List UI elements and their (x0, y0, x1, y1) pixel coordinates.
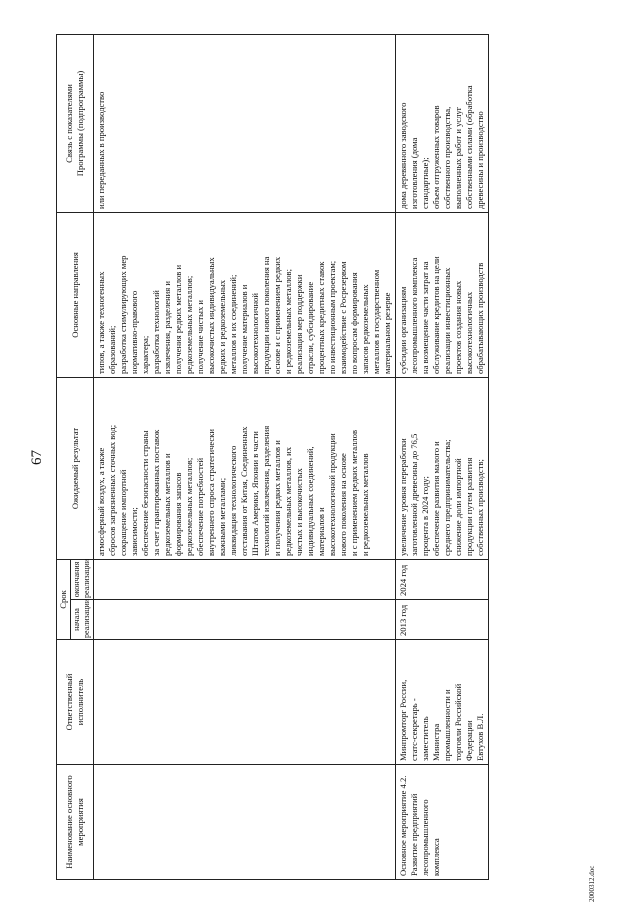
cell-executor (94, 640, 396, 765)
cell-start: 2013 год (396, 600, 489, 640)
cell-result: увеличение уровня переработки заготовленной древесины до 76,5 процента в 2024 году; обеспечение развития малого и среднего предпринимательства; снижение доли импортной продукции путем развития собственных производств; (396, 377, 489, 559)
cell-name: Основное мероприятие 4.2. Развитие предприятий лесопромышленного комплекса (396, 765, 489, 880)
program-table (56, 34, 489, 880)
cell-start (94, 600, 396, 640)
header-executor: Ответственный исполнитель (57, 640, 94, 765)
cell-name (94, 765, 396, 880)
header-result: Ожидаемый результат (57, 377, 94, 559)
header-link: Связь с показателями Программы (подпрограммы) (57, 34, 94, 212)
table-row (396, 34, 489, 879)
cell-link: или переданных в производство (94, 34, 396, 212)
header-term: Срок (57, 559, 71, 639)
header-term-end: окончания реализации (71, 559, 94, 599)
cell-executor: Минпромторг России, статс-секретарь - заместитель Министра промышленности и торговли Российской Федерации Евтухов В.Л. (396, 640, 489, 765)
document-code: 2000312.doc (588, 865, 596, 902)
cell-end: 2024 год (396, 559, 489, 599)
page-number: 67 (29, 450, 45, 465)
cell-directions: субсидии организациям лесопромышленного комплекса на возмещение части затрат на обслуживание кредитов на цели реализации инвестиционных проектов создания новых высокотехнологичных обрабатывающих производств (396, 212, 489, 377)
cell-link: дома деревянного заводского изготовления (дома стандартные); объем отгруженных товаров собственного производства, выполненных работ и услуг собственными силами (обработка древесины и производство (396, 34, 489, 212)
header-name: Наименование основного мероприятия (57, 765, 94, 880)
table-row (94, 34, 396, 879)
rotated-content (28, 35, 618, 902)
header-directions: Основные направления (57, 212, 94, 377)
cell-result: атмосферный воздух, а также сбросов загрязненных сточных вод; сокращение импортной зависимости; обеспечение безопасности страны за счет гарантированных поставок редкоземельных металлов и формирования запасов редкоземельных металлов; обеспечение потребностей внутреннего спроса стратегически важными металлами; ликвидация технологического отставания от Китая, Соединенных Штатов Америки, Японии в части технологий извлечения, разделения и получения редких металлов и редкоземельных металлов, их чистых и высокочистых индивидуальных соединений, материалов и высокотехнологичной продукции нового поколения на основе и с применением редких металлов и редкоземельных металлов (94, 377, 396, 559)
cell-end (94, 559, 396, 599)
header-term-start: начала реализации (71, 600, 94, 640)
cell-directions: типов, а также техногенных образований; разработка стимулирующих мер нормативно-правового характера; разработка технологий извлечения, разделения и получения редких металлов и редкоземельных металлов; получение чистых и высокочистых индивидуальных редких и редкоземельных металлов и их соединений; получение материалов и высокотехнологичной продукции нового поколения на основе и с применением редких и редкоземельных металлов; реализация мер поддержки отрасли, субсидирование процентных кредитных ставок по инвестиционным проектам; взаимодействие с Росрезервом по вопросам формирования запасов редкоземельных металлов в государственном материальном резерве (94, 212, 396, 377)
